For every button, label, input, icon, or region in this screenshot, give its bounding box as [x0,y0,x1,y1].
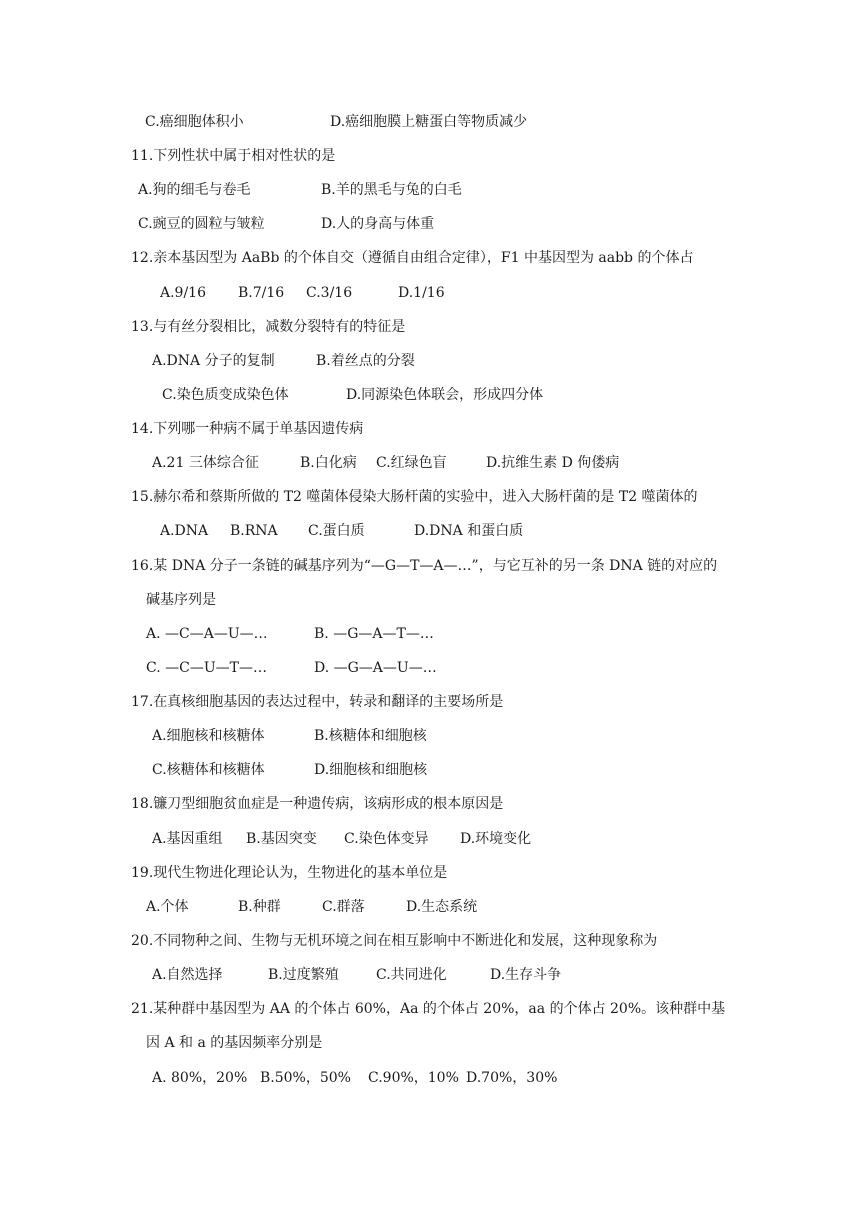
option-d-q16: D. —G—A—U—… [314,660,437,676]
option-d-q15: D.DNA 和蛋白质 [414,523,524,539]
option-c-q19: C.群落 [322,899,365,915]
option-c-q10: C.癌细胞体积小 [145,114,244,130]
question-12: 12.亲本基因型为 AaBb 的个体自交（遵循自由组合定律），F1 中基因型为 aabb 的个体占 [131,250,694,266]
question-16-continuation: 碱基序列是 [146,592,216,608]
option-a-q11: A.狗的细毛与卷毛 [138,182,251,198]
option-c-q13: C.染色质变成染色体 [162,387,289,403]
option-c-q17: C.核糖体和核糖体 [152,762,265,778]
option-d-q10: D.癌细胞膜上糖蛋白等物质减少 [330,114,528,130]
option-d-q19: D.生态系统 [406,899,478,915]
option-a-q14: A.21 三体综合征 [152,455,259,471]
option-b-q16: B. —G—A—T—… [314,626,434,642]
question-20: 20.不同物种之间、生物与无机环境之间在相互影响中不断进化和发展，这种现象称为 [131,933,658,949]
question-14: 14.下列哪一种病不属于单基因遗传病 [131,421,364,437]
question-17: 17.在真核细胞基因的表达过程中，转录和翻译的主要场所是 [131,694,504,710]
option-b-q19: B.种群 [238,899,281,915]
option-d-q12: D.1/16 [398,285,445,301]
question-11: 11.下列性状中属于相对性状的是 [131,148,336,164]
option-d-q17: D.细胞核和细胞核 [314,762,428,778]
option-a-q13: A.DNA 分子的复制 [152,353,275,369]
question-19: 19.现代生物进化理论认为，生物进化的基本单位是 [131,865,448,881]
option-d-q11: D.人的身高与体重 [321,216,435,232]
option-c-q12: C.3/16 [306,285,353,301]
option-d-q20: D.生存斗争 [490,967,562,983]
option-d-q13: D.同源染色体联会，形成四分体 [346,387,544,403]
option-c-q15: C.蛋白质 [308,523,365,539]
option-b-q12: B.7/16 [238,285,285,301]
option-d-q18: D.环境变化 [460,831,532,847]
option-c-q18: C.染色体变异 [344,831,429,847]
option-a-q17: A.细胞核和核糖体 [152,728,265,744]
question-18: 18.镰刀型细胞贫血症是一种遗传病，该病形成的根本原因是 [131,796,504,812]
option-b-q13: B.着丝点的分裂 [316,353,415,369]
option-b-q14: B.白化病 [300,455,357,471]
question-21: 21.某种群中基因型为 AA 的个体占 60%，Aa 的个体占 20%，aa 的个体占 20%。该种群中基 [131,1001,726,1017]
question-13: 13.与有丝分裂相比，减数分裂特有的特征是 [131,319,406,335]
option-a-q19: A.个体 [146,899,189,915]
option-c-q16: C. —C—U—T—… [146,660,267,676]
question-16: 16.某 DNA 分子一条链的碱基序列为“—G—T—A—…”，与它互补的另一条 DNA 链的对应的 [131,558,718,574]
option-b-q20: B.过度繁殖 [268,967,339,983]
option-a-q15: A.DNA [160,523,209,539]
option-b-q18: B.基因突变 [246,831,317,847]
option-c-q21: C.90%，10% [368,1070,459,1086]
option-b-q15: B.RNA [230,523,278,539]
option-a-q20: A.自然选择 [152,967,223,983]
option-b-q17: B.核糖体和细胞核 [314,728,427,744]
option-b-q21: B.50%，50% [260,1070,351,1086]
option-c-q20: C.共同进化 [376,967,447,983]
option-c-q14: C.红绿色盲 [376,455,447,471]
option-a-q21: A. 80%，20% [152,1070,248,1086]
option-d-q14: D.抗维生素 D 佝偻病 [486,455,620,471]
option-a-q12: A.9/16 [160,285,206,301]
option-d-q21: D.70%，30% [466,1070,558,1086]
question-15: 15.赫尔希和蔡斯所做的 T2 噬菌体侵染大肠杆菌的实验中，进入大肠杆菌的是 T2 噬菌体的 [131,489,698,505]
option-b-q11: B.羊的黑毛与兔的白毛 [321,182,462,198]
option-a-q18: A.基因重组 [152,831,223,847]
option-c-q11: C.豌豆的圆粒与皱粒 [138,216,265,232]
option-a-q16: A. —C—A—U—… [146,626,268,642]
question-21-continuation: 因 A 和 a 的基因频率分别是 [146,1035,323,1051]
